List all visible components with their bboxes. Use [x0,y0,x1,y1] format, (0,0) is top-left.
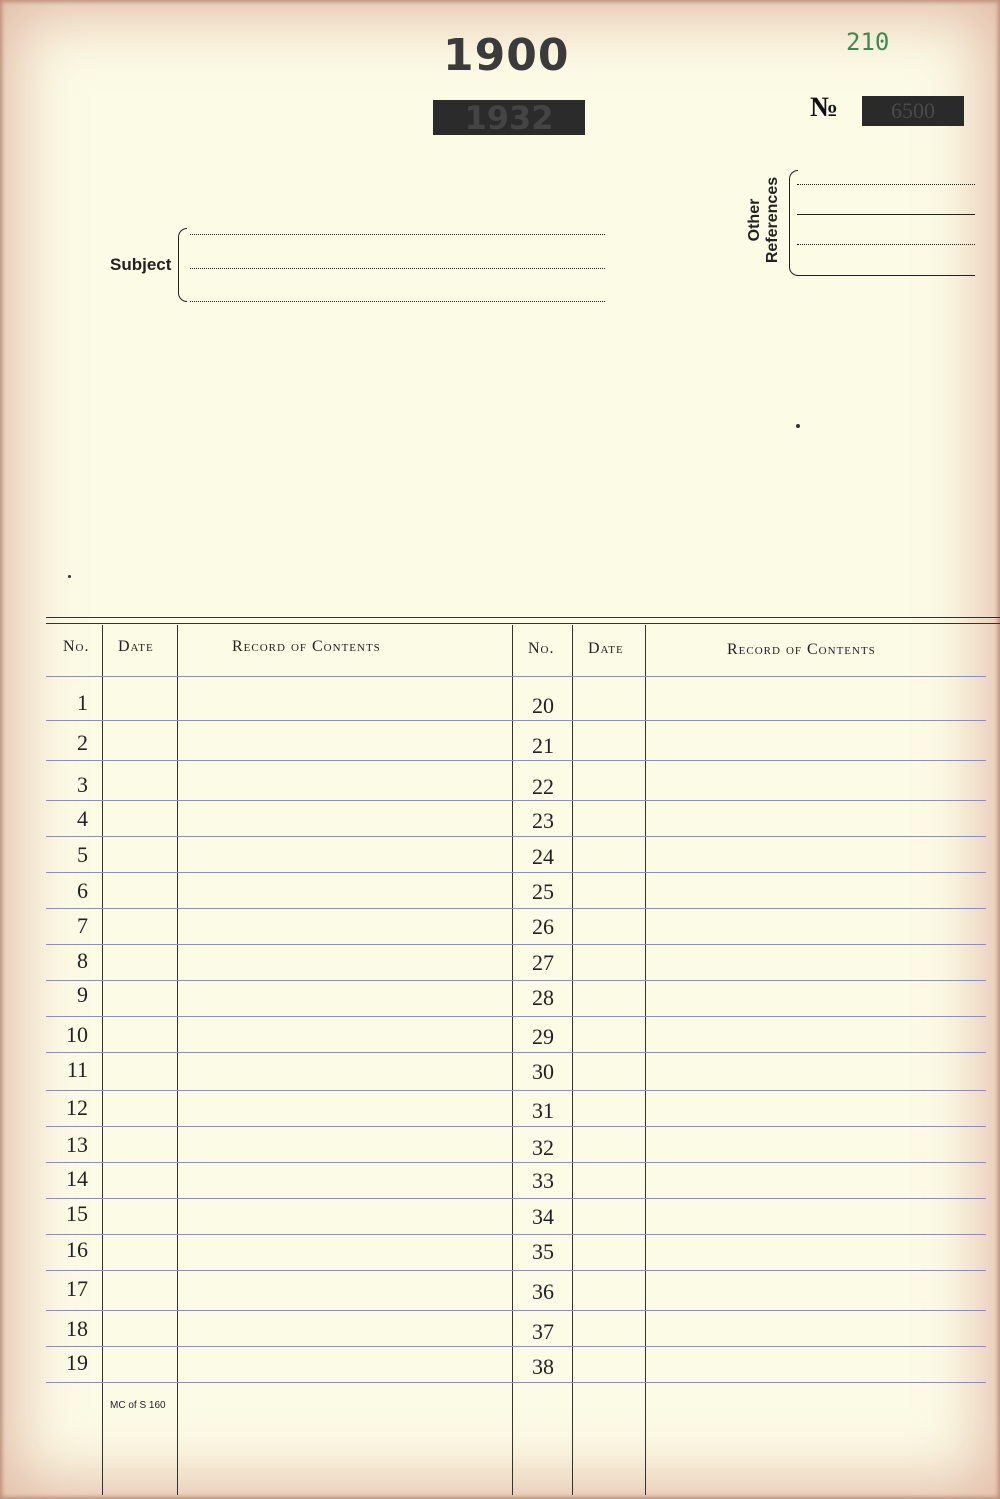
other-references-label [746,170,782,270]
ruled-line [46,676,986,677]
row-number-right: 30 [532,1059,554,1084]
printed-year: 1900 [443,30,570,81]
row-number-right: 31 [532,1098,554,1123]
row-number-right: 34 [532,1204,554,1229]
row-number-left: 10 [66,1022,88,1047]
row-number-right: 29 [532,1024,554,1049]
row-number-left: 14 [66,1166,88,1191]
row-number-left: 1 [77,690,88,715]
row-number-left: 5 [77,842,88,867]
other-references-line-1: Other [746,198,763,242]
row-number-left: 7 [77,913,88,938]
subject-line-2 [190,268,605,269]
ruled-line [46,908,986,909]
column-divider [177,625,178,1495]
row-number-left: 6 [77,878,88,903]
ruled-line [46,1270,986,1271]
row-number-right: 37 [532,1319,554,1344]
subject-line-3 [190,301,605,302]
ruled-line [46,980,986,981]
subject-brace [178,228,187,302]
corner-number: 210 [846,28,890,56]
ruled-line [46,1310,986,1311]
ruled-line [46,1382,986,1383]
year-stamp: 1932 [433,100,585,135]
other-references-brace [789,170,798,276]
left-header-record: Record of Contents [232,638,381,655]
ruled-line [46,1016,986,1017]
row-number-right: 35 [532,1239,554,1264]
left-header-date: Date [118,638,154,655]
row-number-right: 24 [532,844,554,869]
ruled-line [46,1346,986,1347]
row-number-left: 8 [77,948,88,973]
ruled-line [46,836,986,837]
row-number-left: 9 [77,982,88,1007]
column-divider [512,625,513,1495]
left-header-no: No. [63,638,90,655]
row-number-left: 12 [66,1095,88,1120]
row-number-left: 15 [66,1201,88,1226]
right-header-date: Date [588,640,624,657]
ruled-line [46,800,986,801]
ruled-line [46,720,986,721]
column-divider [102,625,103,1495]
print-code: MC of S 160 [110,1400,166,1411]
ruled-line [46,1162,986,1163]
table-top-rule-2 [46,623,1000,624]
row-number-left: 19 [66,1350,88,1375]
right-header-record: Record of Contents [727,641,876,658]
row-number-right: 26 [532,914,554,939]
subject-label: Subject [110,255,172,274]
subject-line-1 [190,234,605,235]
paper-speck [796,424,800,428]
row-number-right: 32 [532,1135,554,1160]
paper-speck [68,575,71,578]
table-top-rule-1 [46,617,1000,618]
row-number-right: 27 [532,950,554,975]
ruled-line [46,1090,986,1091]
ruled-line [46,944,986,945]
other-ref-line-3 [797,244,975,245]
ruled-line [46,1234,986,1235]
row-number-left: 18 [66,1316,88,1341]
row-number-left: 3 [77,772,88,797]
file-number-stamp: 6500 [862,96,964,126]
row-number-right: 20 [532,693,554,718]
other-references-line-2: References [764,176,781,264]
other-ref-line-4 [797,275,975,276]
column-divider [645,625,646,1495]
row-number-right: 22 [532,774,554,799]
row-number-right: 36 [532,1279,554,1304]
row-number-right: 33 [532,1168,554,1193]
row-number-right: 23 [532,808,554,833]
other-ref-line-2 [797,214,975,215]
ruled-line [46,1198,986,1199]
row-number-left: 17 [66,1276,88,1301]
ruled-line [46,760,986,761]
other-ref-line-1 [797,184,975,185]
ruled-line [46,1126,986,1127]
row-number-left: 4 [77,806,88,831]
row-number-right: 28 [532,985,554,1010]
row-number-right: 38 [532,1354,554,1379]
row-number-left: 2 [77,730,88,755]
column-divider [572,625,573,1495]
ruled-line [46,1052,986,1053]
row-number-left: 11 [66,1057,88,1082]
right-header-no: No. [528,640,555,657]
row-number-left: 16 [66,1237,88,1262]
file-number-label: № [810,92,839,123]
row-number-right: 25 [532,879,554,904]
ruled-line [46,872,986,873]
row-number-right: 21 [532,733,554,758]
row-number-left: 13 [66,1132,88,1157]
